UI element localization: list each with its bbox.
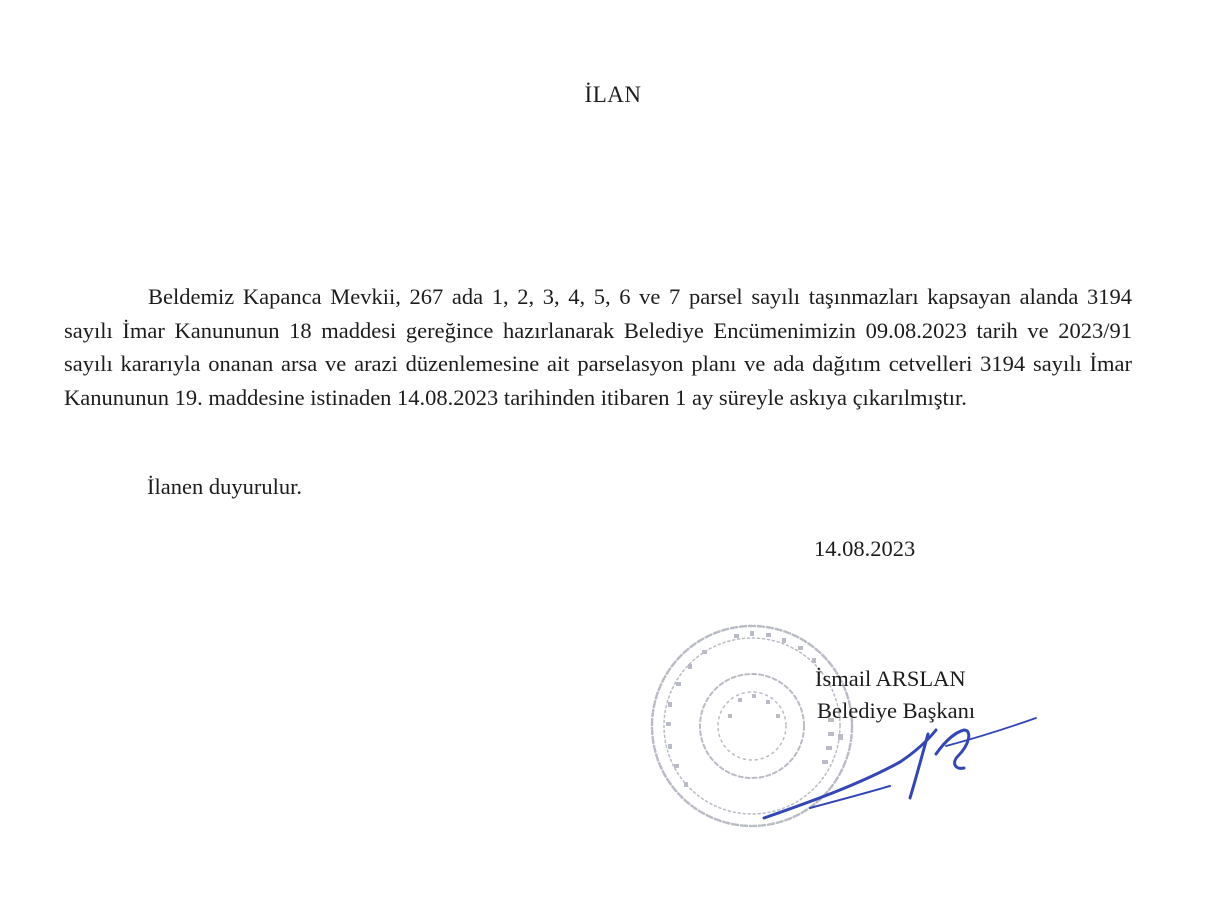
document-title: İLAN (584, 82, 642, 107)
closing-line: İlanen duyurulur. (147, 474, 302, 499)
document-date: 14.08.2023 (814, 536, 916, 561)
announcement-body: Beldemiz Kapanca Mevkii, 267 ada 1, 2, 3, 4, 5, 6 ve 7 parsel sayılı taşınmazları kapsayan alanda 3194 sayılı İmar Kanununun 18 maddesi gereğince hazırlanarak Belediye Encümenimizin 09.08.2023 tarih ve 2023/91 sayılı kararıyla onanan arsa ve arazi düzenlemesine ait parselasyon planı ve ada dağıtım cetvelleri 3194 sayılı İmar Kanununun 19. maddesine istinaden 14.08.2023 tarihinden itibaren 1 ay süreyle askıya çıkarılmıştır. (64, 284, 1132, 410)
signatory-name: İsmail ARSLAN (815, 666, 966, 691)
signatory-title: Belediye Başkanı (817, 698, 976, 723)
handwritten-signature-icon (750, 700, 1050, 830)
